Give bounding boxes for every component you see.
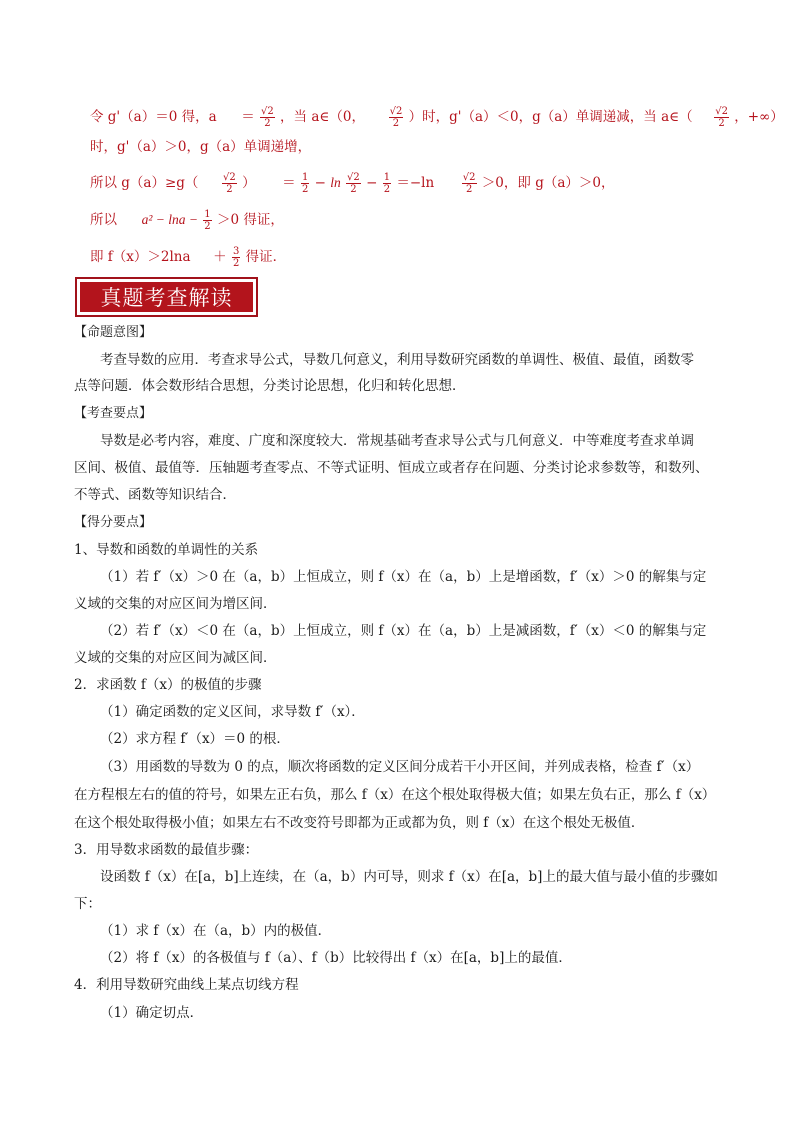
list-item: （1）确定切点． <box>100 1005 204 1021</box>
list-item: 在方程根左右的值的符号，如果左正右负，那么 f（x）在这个根处取得极大值；如果左负右正，那么 f（x） <box>74 787 716 803</box>
heading-score: 【得分要点】 <box>74 515 153 530</box>
fraction-sqrt2-over-2: $\frac{√2}{2}$ <box>715 106 728 129</box>
fraction-one-half: $\frac{1}{2}$ <box>383 172 391 195</box>
heading-points: 【考查要点】 <box>74 406 153 421</box>
fraction-sqrt2-over-2: $\frac{√2}{2}$ <box>223 172 236 195</box>
solution-line-2: 时，g'（a）＞0，g（a）单调递增， <box>90 139 312 155</box>
list-item: 义域的交集的对应区间为增区间． <box>74 596 277 612</box>
list-item: （2）将 f（x）的各极值与 f（a）、f（b）比较得出 f（x）在[a，b]上的最值． <box>100 950 572 966</box>
paragraph: 区间、极值、最值等．压轴题考查零点、不等式证明、恒成立或者存在问题、分类讨论求参数等，和数列、 <box>74 460 709 476</box>
list-item: 在这个根处取得极小值；如果左右不改变符号即都为正或都为负，则 f（x）在这个根处无极值． <box>74 815 645 831</box>
heading-intent: 【命题意图】 <box>74 325 153 340</box>
list-item: 2．求函数 f（x）的极值的步骤 <box>74 677 262 693</box>
paragraph: 考查导数的应用．考查求导公式，导数几何意义，利用导数研究函数的单调性、极值、最值，函数零 <box>100 352 694 368</box>
solution-line-1: 令 g'（a）＝0 得，a ＝ $\frac{√2}{2}$ ，当 a∈（0， $\frac{√2}{2}$ ）时，g'（a）＜0，g（a）单调递减，当 a∈（ $\frac{√2}{2}$ ，+∞） <box>90 106 784 129</box>
list-item: 3．用导数求函数的最值步骤： <box>74 842 259 858</box>
fraction-one-half: $\frac{1}{2}$ <box>301 172 309 195</box>
solution-line-5: 即 f（x）＞2lna ＋ $\frac{3}{2}$ 得证． <box>90 246 287 269</box>
section-banner-title: 真题考查解读 <box>79 281 254 313</box>
list-item: 1、导数和函数的单调性的关系 <box>74 542 259 558</box>
paragraph: 不等式、函数等知识结合． <box>74 487 236 503</box>
list-item: 下： <box>74 896 101 912</box>
list-item: 义域的交集的对应区间为减区间． <box>74 650 277 666</box>
fraction-one-half: $\frac{1}{2}$ <box>204 209 211 232</box>
list-item: （3）用函数的导数为 0 的点，顺次将函数的定义区间分成若干小开区间，并列成表格，检查 f′（x） <box>100 759 700 775</box>
fraction-three-halves: $\frac{3}{2}$ <box>232 246 240 269</box>
list-item: （2）若 f′（x）＜0 在（a，b）上恒成立，则 f（x）在（a，b）上是减函数，f′（x）＜0 的解集与定 <box>100 623 707 639</box>
list-item: （1）确定函数的定义区间，求导数 f′（x）． <box>100 704 365 720</box>
fraction-sqrt2-over-2: $\frac{√2}{2}$ <box>389 106 403 129</box>
solution-line-4: 所以 a² − lna − $\frac{1}{2}$ ＞0 得证， <box>90 209 284 232</box>
list-item: 设函数 f（x）在[a，b]上连续，在（a，b）内可导，则求 f（x）在[a，b]上的最大值与最小值的步骤如 <box>100 869 718 885</box>
fraction-sqrt2-over-2: $\frac{√2}{2}$ <box>462 172 476 195</box>
paragraph: 点等问题．体会数形结合思想，分类讨论思想，化归和转化思想． <box>74 378 466 394</box>
fraction-sqrt2-over-2: $\frac{√2}{2}$ <box>347 172 360 195</box>
solution-line-3: 所以 g（a）≥g（ $\frac{√2}{2}$ ） ＝ $\frac{1}{2}$ − ln $\frac{√2}{2}$ − $\frac{1}{2}$ ＝−ln $\frac{√2}{2}$ ＞0，即 g（a）＞0， <box>90 172 615 195</box>
section-banner <box>75 277 258 317</box>
fraction-sqrt2-over-2: $\frac{√2}{2}$ <box>261 106 274 129</box>
list-item: （2）求方程 f′（x）＝0 的根． <box>100 731 290 747</box>
paragraph: 导数是必考内容，难度、广度和深度较大．常规基础考查求导公式与几何意义．中等难度考查求单调 <box>100 433 694 449</box>
list-item: （1）若 f′（x）＞0 在（a，b）上恒成立，则 f（x）在（a，b）上是增函数，f′（x）＞0 的解集与定 <box>100 569 707 585</box>
list-item: 4．利用导数研究曲线上某点切线方程 <box>74 977 299 993</box>
list-item: （1）求 f（x）在（a，b）内的极值． <box>100 923 332 939</box>
